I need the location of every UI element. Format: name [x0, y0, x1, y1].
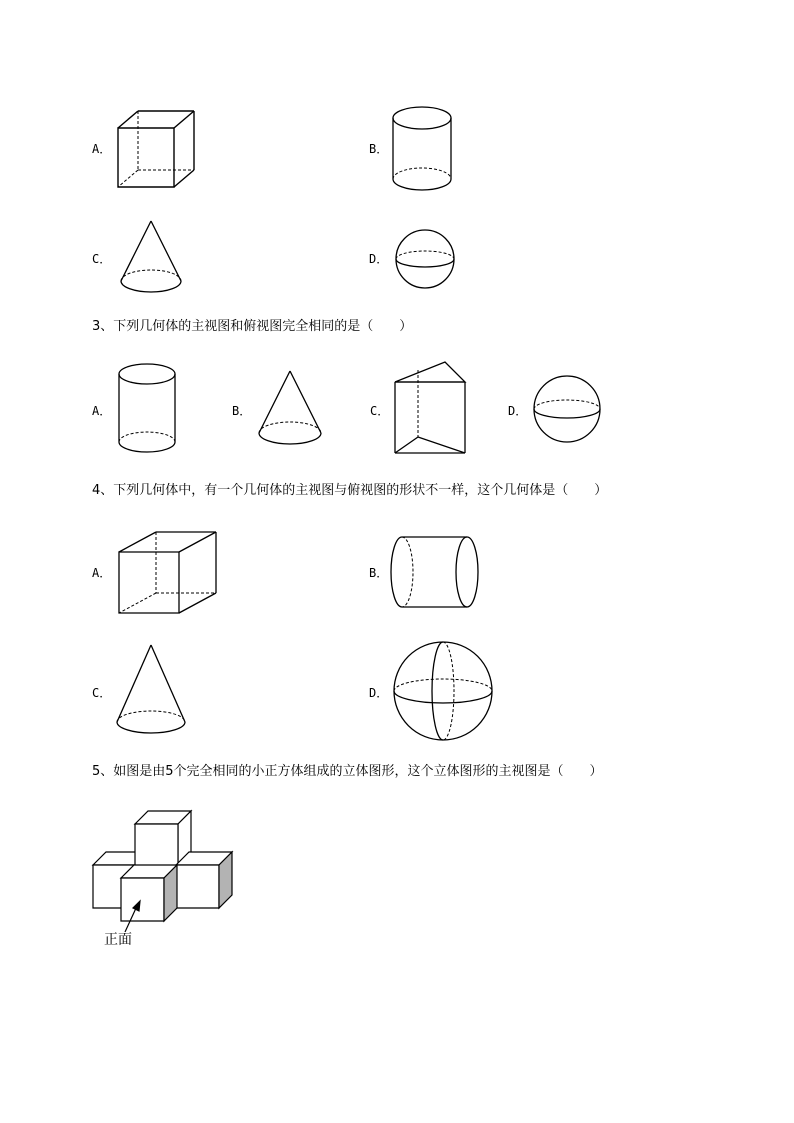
q4-option-a-label: A． — [92, 566, 112, 580]
q2-cone-figure — [118, 218, 184, 298]
q5-cubes-figure — [90, 808, 236, 926]
q4-cube-figure — [116, 530, 220, 616]
q3-option-b-label: B． — [232, 404, 252, 418]
q4-sphere-figure — [392, 640, 494, 742]
q3-option-a-label: A． — [92, 404, 112, 418]
q2-option-c-label: C． — [92, 252, 112, 266]
q4-cone-figure — [114, 642, 188, 738]
q3-triangular-prism-figure — [392, 360, 468, 456]
q3-option-c-label: C． — [370, 404, 390, 418]
q3-cylinder-figure — [116, 362, 178, 456]
q4-horizontal-cylinder-figure — [390, 534, 482, 610]
q3-question-text: 3、下列几何体的主视图和俯视图完全相同的是（ ） — [92, 319, 413, 334]
q2-sphere-figure — [394, 228, 456, 290]
q4-option-d-label: D． — [369, 686, 389, 700]
q5-question-text: 5、如图是由5个完全相同的小正方体组成的立体图形，这个立体图形的主视图是（ ） — [92, 764, 603, 779]
q2-option-d-label: D． — [369, 252, 389, 266]
q3-option-d-label: D． — [508, 404, 528, 418]
q3-sphere-figure — [532, 374, 602, 444]
q2-option-b-label: B． — [369, 142, 389, 156]
q5-front-label: 正面 — [104, 932, 132, 948]
q4-question-text: 4、下列几何体中，有一个几何体的主视图与俯视图的形状不一样，这个几何体是（ ） — [92, 483, 608, 498]
q2-cube-figure — [115, 108, 197, 190]
q2-cylinder-figure — [390, 104, 454, 194]
q3-cone-figure — [256, 368, 324, 448]
q4-option-b-label: B． — [369, 566, 389, 580]
q2-option-a-label: A． — [92, 142, 112, 156]
q4-option-c-label: C． — [92, 686, 112, 700]
